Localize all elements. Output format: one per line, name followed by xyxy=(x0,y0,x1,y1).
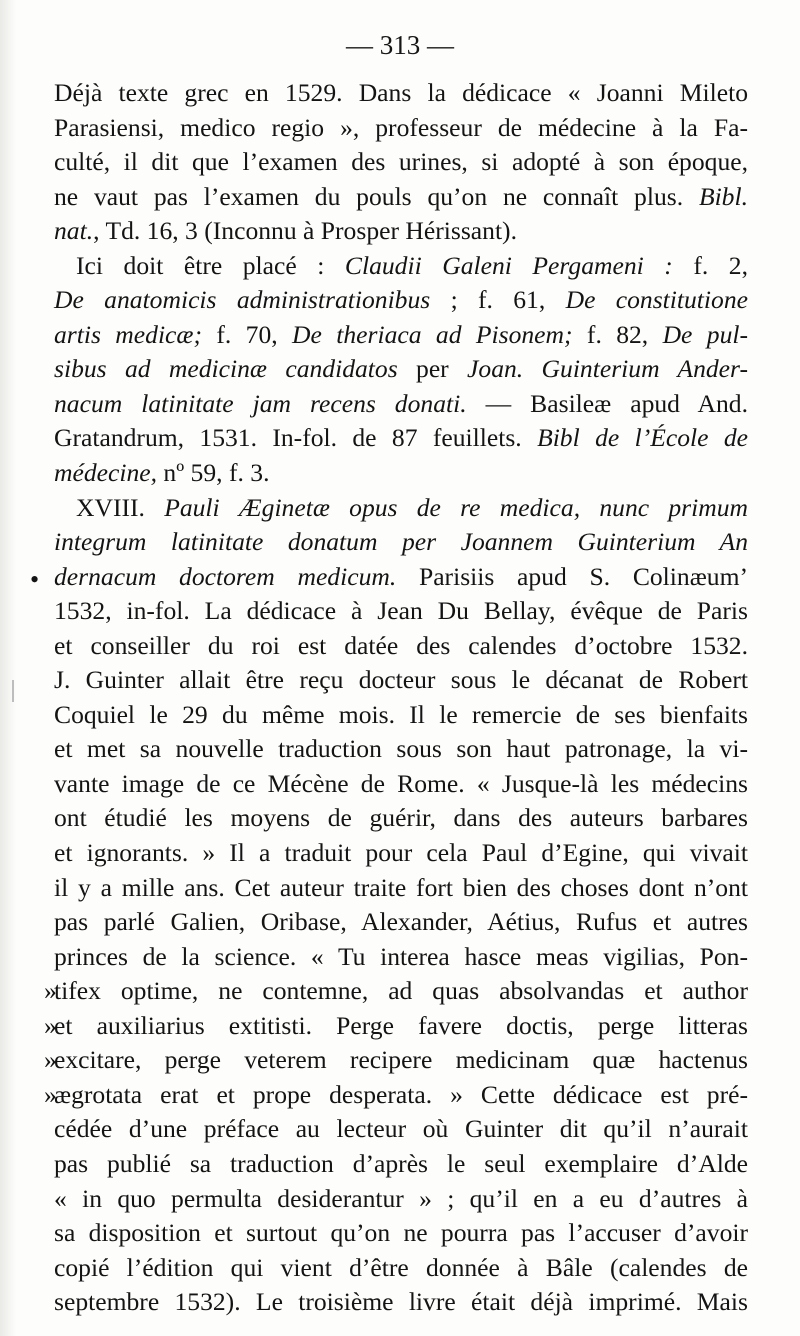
text-segment: f. 70, xyxy=(202,319,293,349)
text-segment: XVIII. xyxy=(76,492,165,522)
text-segment: « in quo permulta desiderantur » ; qu’il en a eu d’autres à xyxy=(54,1183,748,1213)
text-line xyxy=(54,249,748,284)
text-line xyxy=(54,1112,748,1147)
text-line xyxy=(54,214,748,249)
body-text xyxy=(44,76,749,1320)
quote-continuation-mark: » xyxy=(44,1045,57,1075)
text-line xyxy=(54,76,748,111)
italic-text: médecine, xyxy=(54,458,158,488)
text-line xyxy=(54,836,748,871)
text-segment: J. Guinter allait être reçu docteur sous le décanat de Robert xyxy=(54,665,748,695)
text-segment: il y a mille ans. Cet auteur traite fort bien des choses dont n’ont xyxy=(54,872,748,902)
italic-text: artis medicæ; xyxy=(54,319,203,349)
text-segment: ont étudié les moyens de guérir, dans des auteurs barbares xyxy=(54,803,748,833)
text-line xyxy=(44,974,748,1009)
text-line xyxy=(54,560,748,595)
quote-continuation-mark: » xyxy=(44,976,57,1006)
text-line xyxy=(54,525,748,560)
text-segment: f. 2, xyxy=(672,250,748,280)
margin-mark xyxy=(12,680,14,702)
italic-text: De theriaca ad Pisonem; xyxy=(292,319,573,349)
text-segment: Gratandrum, 1531. In-fol. de 87 feuillets. xyxy=(54,423,538,453)
text-segment: et conseiller du roi est datée des calendes d’octobre 1532. xyxy=(54,630,748,660)
text-line xyxy=(54,732,748,767)
text-line xyxy=(54,594,748,629)
stray-ink-mark: • xyxy=(30,565,40,594)
text-segment: per xyxy=(397,354,468,384)
text-segment: Parisiis apud S. Colinæum’ xyxy=(396,561,749,591)
italic-text: dernacum doctorem medicum. xyxy=(54,561,397,591)
italic-text: De anatomicis administrationibus xyxy=(54,285,431,315)
text-segment: Parasiensi, medico regio », professeur de médecine à la Fa- xyxy=(54,112,748,142)
text-line xyxy=(54,905,748,940)
text-segment: f. 82, xyxy=(572,319,663,349)
text-segment: vante image de ce Mécène de Rome. « Jusque-là les médecins xyxy=(54,768,748,798)
italic-text: De pul- xyxy=(662,319,749,349)
text-line xyxy=(54,1285,748,1320)
page-number: — 313 — xyxy=(346,30,454,60)
text-line xyxy=(44,1009,748,1044)
text-line xyxy=(54,1216,748,1251)
text-segment: sa disposition et surtout qu’on ne pourra pas l’accuser d’avoir xyxy=(54,1218,748,1248)
text-line xyxy=(54,352,748,387)
text-line xyxy=(54,663,748,698)
text-segment: , Td. 16, 3 (Inconnu à Prosper Hérissant). xyxy=(93,216,517,246)
text-segment: Déjà texte grec en 1529. Dans la dédicace « Joanni Mileto xyxy=(54,78,748,107)
text-segment: ne vaut pas l’examen du pouls qu’on ne connaît plus. xyxy=(54,181,699,211)
text-segment: — Basileæ apud And. xyxy=(466,388,748,418)
text-segment: copié l’édition qui vient d’être donnée à Bâle (calendes de xyxy=(54,1252,748,1282)
text-segment: Coquiel le 29 du même mois. Il le remercie de ses bienfaits xyxy=(54,699,748,729)
text-segment: culté, il dit que l’examen des urines, si adopté à son époque, xyxy=(54,147,748,177)
text-segment: princes de la science. « Tu interea hasce meas vigilias, Pon- xyxy=(54,941,748,971)
text-line xyxy=(54,940,748,975)
text-line xyxy=(54,1147,748,1182)
italic-text: nacum latinitate jam recens donati. xyxy=(54,388,467,418)
text-line xyxy=(54,801,748,836)
text-segment: et ignorants. » Il a traduit pour cela Paul d’Egine, qui vivait xyxy=(54,838,748,868)
text-line xyxy=(54,871,748,906)
text-line xyxy=(54,1251,748,1286)
italic-text: Joan. Guinterium Ander- xyxy=(467,354,748,384)
text-segment: tifex optime, ne contemne, ad quas absolvandas et author xyxy=(54,976,748,1006)
page-gutter-shadow xyxy=(0,0,16,1336)
italic-text: integrum latinitate donatum per Joannem Guinterium An xyxy=(54,527,748,557)
italic-text: nat. xyxy=(54,216,94,246)
quote-continuation-mark: » xyxy=(44,1010,57,1040)
text-segment: excitare, perge veterem recipere medicinam quæ hactenus xyxy=(54,1045,748,1075)
quote-continuation-mark: » xyxy=(44,1079,57,1109)
text-line xyxy=(54,698,748,733)
text-line xyxy=(54,1182,748,1217)
text-segment: ; f. 61, xyxy=(430,285,566,315)
italic-text: Bibl de l’École de xyxy=(537,423,748,453)
text-line xyxy=(54,145,748,180)
text-line xyxy=(54,767,748,802)
text-line xyxy=(54,318,748,353)
text-line xyxy=(54,629,748,664)
text-segment: ægrotata erat et prope desperata. » Cette dédicace est pré- xyxy=(54,1079,748,1109)
text-segment: et auxiliarius extitisti. Perge favere doctis, perge litteras xyxy=(54,1010,748,1040)
italic-text: sibus ad medicinæ candidatos xyxy=(54,354,398,384)
text-segment: pas parlé Galien, Oribase, Alexander, Aétius, Rufus et autres xyxy=(54,907,748,937)
text-line xyxy=(54,180,748,215)
italic-text: De constitutione xyxy=(565,285,748,315)
text-segment: 1532, in-fol. La dédicace à Jean Du Bellay, évêque de Paris xyxy=(54,596,748,626)
text-line xyxy=(44,1078,748,1113)
text-segment: Ici doit être placé : xyxy=(76,250,345,280)
text-segment: cédée d’une préface au lecteur où Guinter dit qu’il n’aurait xyxy=(54,1114,748,1144)
italic-text: Bibl. xyxy=(698,181,748,211)
text-line xyxy=(54,421,748,456)
text-segment: et met sa nouvelle traduction sous son haut patronage, la vi- xyxy=(54,734,748,764)
text-line xyxy=(54,283,748,318)
text-line xyxy=(54,491,748,526)
text-segment: pas publié sa traduction d’après le seul exemplaire d’Alde xyxy=(54,1148,748,1178)
text-line xyxy=(54,111,748,146)
text-line xyxy=(44,1043,748,1078)
text-segment: septembre 1532). Le troisième livre était déjà imprimé. Mais xyxy=(54,1287,748,1317)
text-line xyxy=(54,387,748,422)
text-segment: nº 59, f. 3. xyxy=(157,458,270,488)
italic-text: Claudii Galeni Pergameni : xyxy=(344,250,673,280)
text-line xyxy=(54,456,748,491)
italic-text: Pauli Æginetæ opus de re medica, nunc primum xyxy=(164,492,748,522)
